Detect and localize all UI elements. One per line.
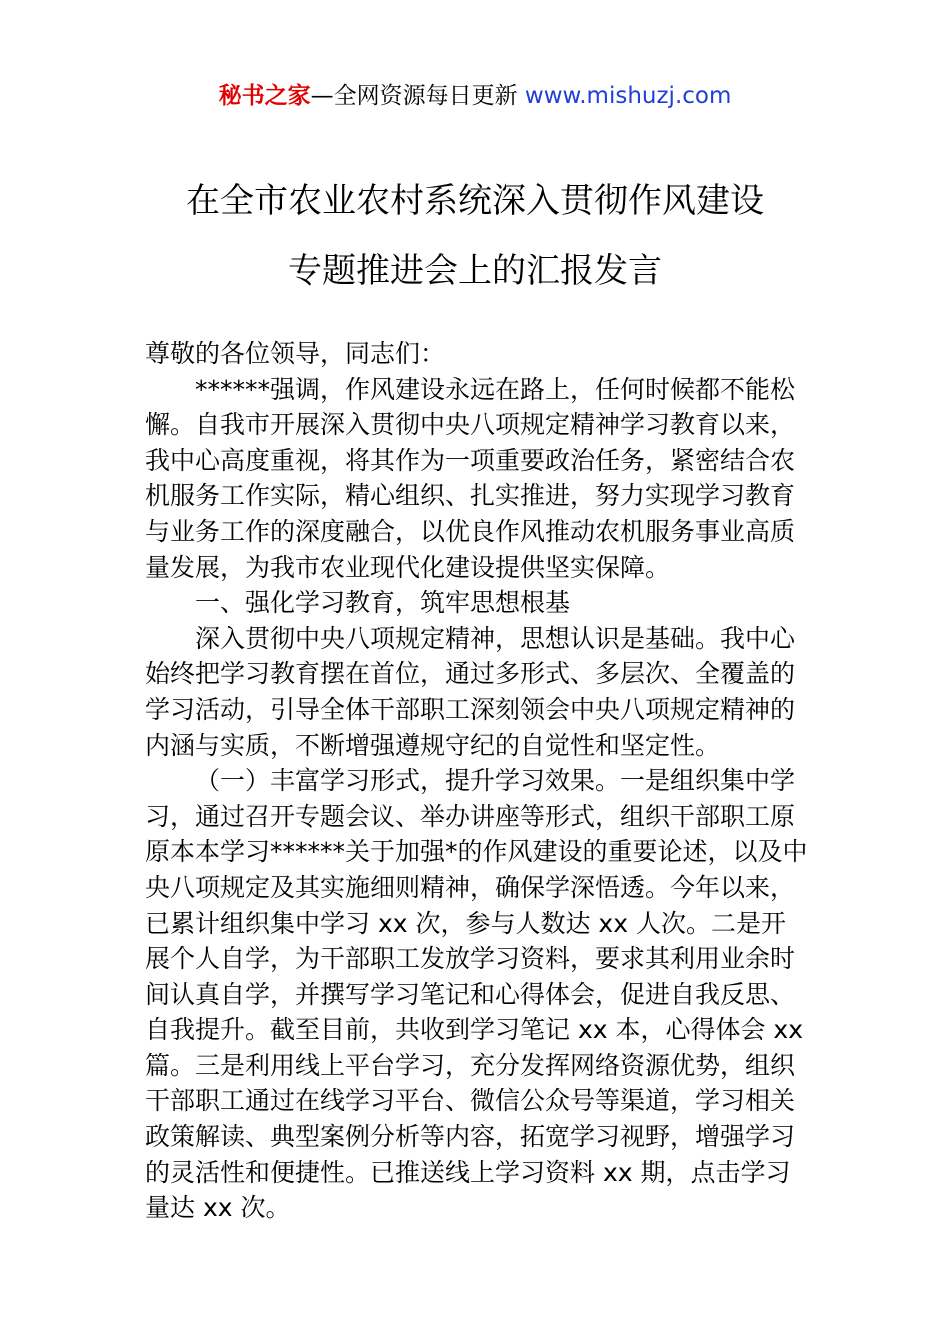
paragraph-section-1: 深入贯彻中央八项规定精神，思想认识是基础。我中心始终把学习教育摆在首位，通过多形式、多层次、全覆盖的学习活动，引导全体干部职工深刻领会中央八项规定精神的内涵与实质，不断增强遵规守纪的自觉性和坚定性。 [145,623,796,760]
section-heading-1: 一、强化学习教育，筑牢思想根基 [195,588,571,618]
salutation: 尊敬的各位领导，同志们： [145,339,446,368]
paragraph-intro: ******强调，作风建设永远在路上，任何时候都不能松懈。自我市开展深入贯彻中央八项规定精神学习教育以来，我中心高度重视，将其作为一项重要政治任务，紧密结合农机服务工作实际，精心组织、扎实推进，努力实现学习教育与业务工作的深度融合，以优良作风推动农机服务事业高质量发展，为我市农业现代化建设提供坚实保障。 [145,374,796,582]
site-brand: 秘书之家 [218,83,311,109]
document-title-line-2: 专题推进会上的汇报发言 [288,251,662,291]
site-header [0,80,950,112]
site-url-link[interactable]: www.mishuzj.com [524,83,732,109]
site-tagline: —全网资源每日更新 [310,83,518,109]
document-title-line-1: 在全市农业农村系统深入贯彻作风建设 [186,181,764,221]
paragraph-subsection-1: （一）丰富学习形式，提升学习效果。一是组织集中学习，通过召开专题会议、举办讲座等形式，组织干部职工原原本本学习******关于加强*的作风建设的重要论述，以及中央八项规定及其实施细则精神，确保学深悟透。今年以来，已累计组织集中学习 xx 次，参与人数达 xx 人次。二是开展个人自学，为干部职工发放学习资料，要求其利用业余时间认真自学，并撰写学习笔记和心得体会，促进自我反思、自我提升。截至目前，共收到学习笔记 xx 本，心得体会 xx 篇。三是利用线上平台学习，充分发挥网络资源优势，组织干部职工通过在线学习平台、微信公众号等渠道，学习相关政策解读、典型案例分析等内容，拓宽学习视野，增强学习的灵活性和便捷性。已推送线上学习资料 xx 期，点击学习量达 xx 次。 [145,766,808,1223]
document-body [145,336,810,1226]
